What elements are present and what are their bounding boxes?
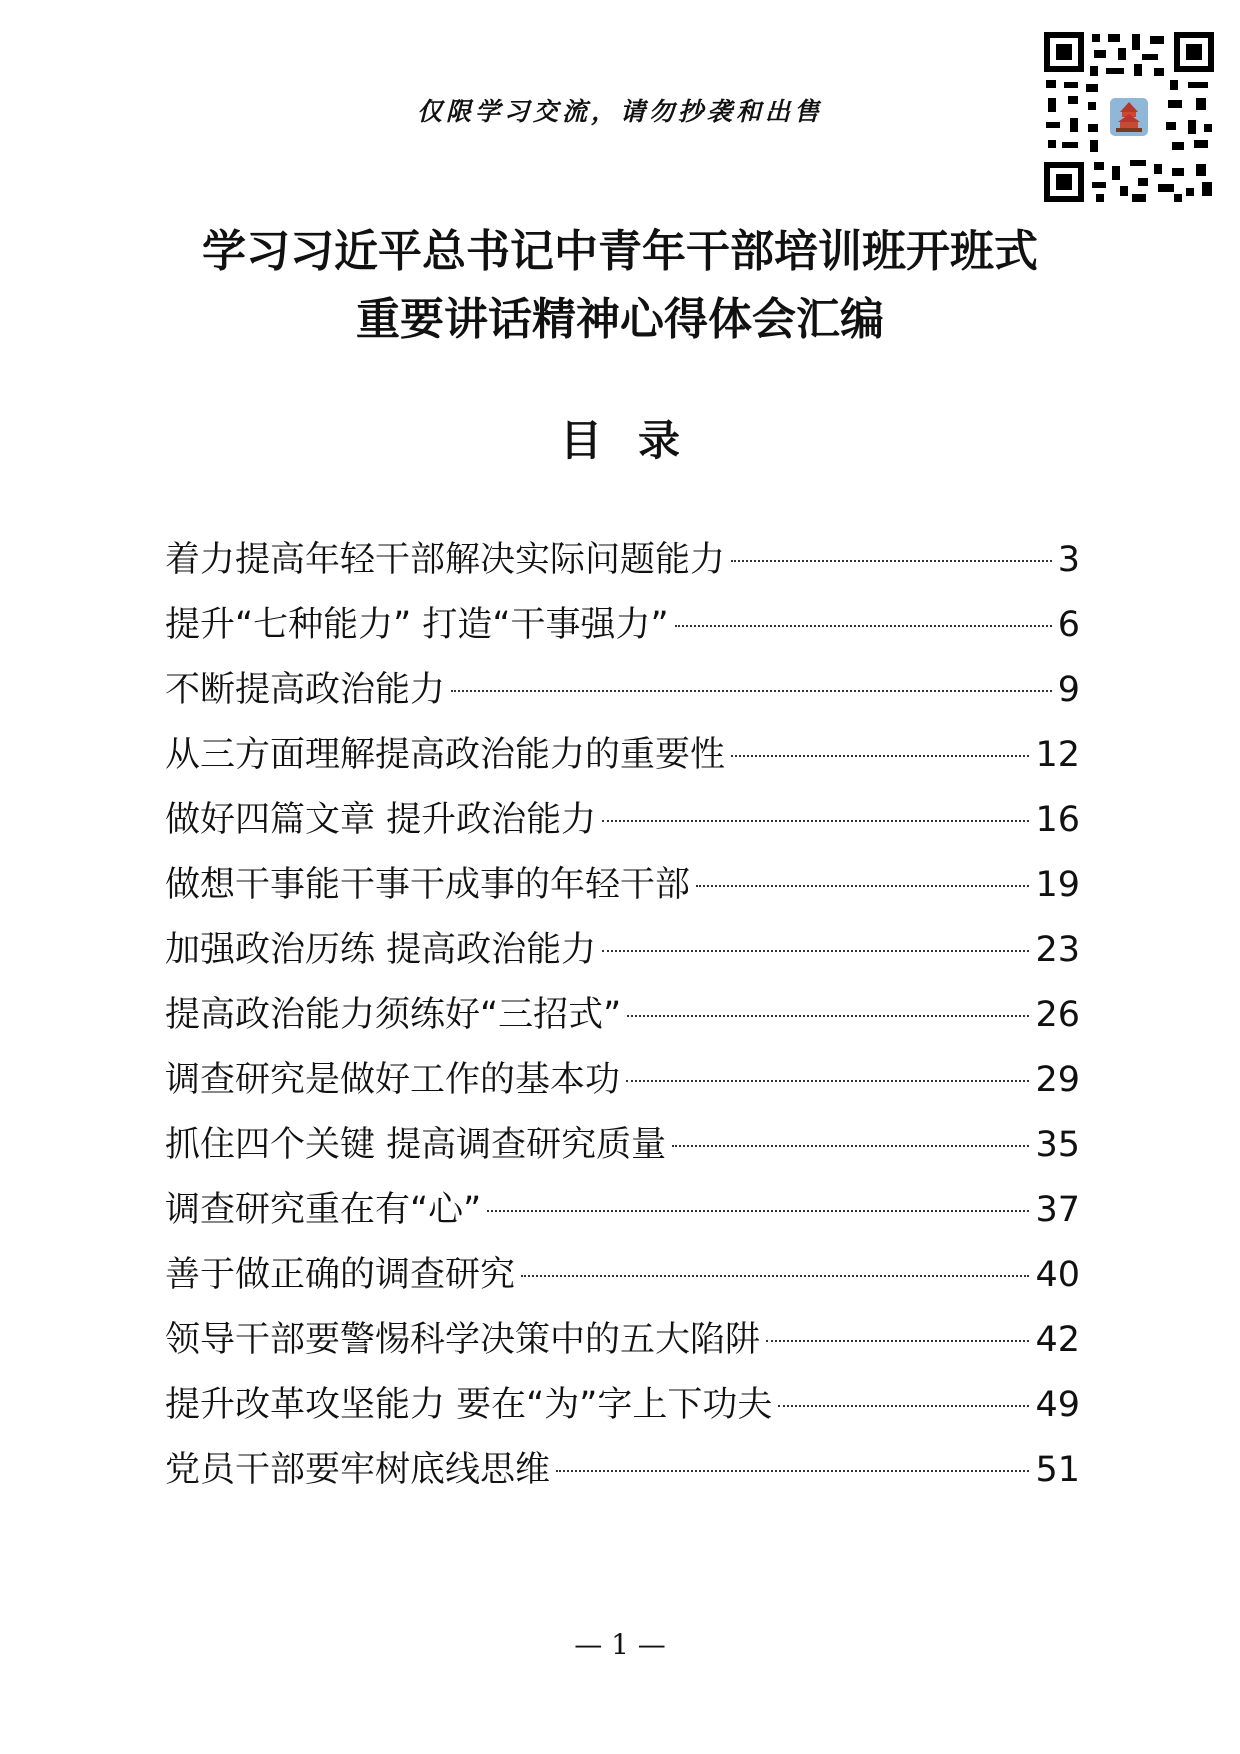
toc-entry-page: 12	[1035, 735, 1080, 775]
toc-entry-page: 23	[1035, 930, 1080, 970]
toc-leader-dots	[675, 625, 1052, 627]
toc-leader-dots	[521, 1275, 1029, 1277]
toc-entry-page: 26	[1035, 995, 1080, 1035]
toc-leader-dots	[626, 1080, 1029, 1082]
document-title-line-2: 重要讲话精神心得体会汇编	[356, 294, 884, 345]
toc-entry-title: 调查研究是做好工作的基本功	[165, 1060, 621, 1100]
toc-entry[interactable]	[165, 1182, 1080, 1247]
toc-entry-title: 善于做正确的调查研究	[165, 1255, 516, 1295]
page-number: — 1 —	[574, 1628, 666, 1661]
toc-entry-page: 49	[1035, 1385, 1080, 1425]
toc-entry[interactable]	[165, 532, 1080, 597]
toc-entry-page: 9	[1057, 670, 1080, 710]
toc-leader-dots	[731, 560, 1052, 562]
toc-leader-dots	[778, 1405, 1029, 1407]
toc-leader-dots	[672, 1145, 1029, 1147]
toc-entry-title: 做想干事能干事干成事的年轻干部	[165, 865, 691, 905]
toc-leader-dots	[766, 1340, 1029, 1342]
toc-leader-dots	[556, 1470, 1029, 1472]
document-title	[0, 218, 1240, 354]
toc-entry[interactable]	[165, 727, 1080, 792]
toc-entry[interactable]	[165, 1377, 1080, 1442]
toc-heading: 目录	[559, 416, 716, 465]
toc-entry-title: 从三方面理解提高政治能力的重要性	[165, 735, 726, 775]
toc-entry[interactable]	[165, 1312, 1080, 1377]
toc-entry-title: 不断提高政治能力	[165, 670, 446, 710]
toc-entry[interactable]	[165, 857, 1080, 922]
toc-entry-title: 抓住四个关键 提高调查研究质量	[165, 1125, 667, 1165]
document-title-line-1: 学习习近平总书记中青年干部培训班开班式	[202, 226, 1038, 277]
toc-entry-title: 领导干部要警惕科学决策中的五大陷阱	[165, 1320, 761, 1360]
toc-entry[interactable]	[165, 597, 1080, 662]
toc-entry-page: 35	[1035, 1125, 1080, 1165]
toc-entry[interactable]	[165, 1052, 1080, 1117]
toc-entry-page: 42	[1035, 1320, 1080, 1360]
toc-entry-page: 29	[1035, 1060, 1080, 1100]
toc-entry-page: 37	[1035, 1190, 1080, 1230]
toc-entry-page: 16	[1035, 800, 1080, 840]
toc-leader-dots	[696, 885, 1029, 887]
toc-entry-page: 51	[1035, 1450, 1080, 1490]
toc-leader-dots	[451, 690, 1052, 692]
toc-entry[interactable]	[165, 792, 1080, 857]
toc-leader-dots	[731, 755, 1029, 757]
toc-entry-title: 加强政治历练 提高政治能力	[165, 930, 597, 970]
toc-entry-page: 3	[1057, 540, 1080, 580]
toc-entry-title: 党员干部要牢树底线思维	[165, 1450, 551, 1490]
toc-entry-title: 做好四篇文章 提升政治能力	[165, 800, 597, 840]
toc-entry-page: 19	[1035, 865, 1080, 905]
qr-code-icon	[1040, 28, 1218, 206]
toc-entry-title: 调查研究重在有“心”	[165, 1190, 482, 1230]
toc-entry-title: 提升“七种能力” 打造“干事强力”	[165, 605, 669, 645]
toc-leader-dots	[627, 1015, 1029, 1017]
toc-entry-page: 6	[1057, 605, 1080, 645]
toc-entry[interactable]	[165, 922, 1080, 987]
toc-leader-dots	[602, 820, 1029, 822]
toc-entry[interactable]	[165, 662, 1080, 727]
toc-entry[interactable]	[165, 1117, 1080, 1182]
toc-entry[interactable]	[165, 1442, 1080, 1507]
toc-leader-dots	[602, 950, 1029, 952]
toc-entry-title: 着力提高年轻干部解决实际问题能力	[165, 540, 726, 580]
toc-entry-title: 提升改革攻坚能力 要在“为”字上下功夫	[165, 1385, 773, 1425]
toc-entry-title: 提高政治能力须练好“三招式”	[165, 995, 622, 1035]
toc-entry[interactable]	[165, 987, 1080, 1052]
toc-leader-dots	[487, 1210, 1029, 1212]
copyright-notice: 仅限学习交流，请勿抄袭和出售	[416, 97, 823, 126]
toc-entry-page: 40	[1035, 1255, 1080, 1295]
table-of-contents	[165, 532, 1080, 1507]
toc-entry[interactable]	[165, 1247, 1080, 1312]
